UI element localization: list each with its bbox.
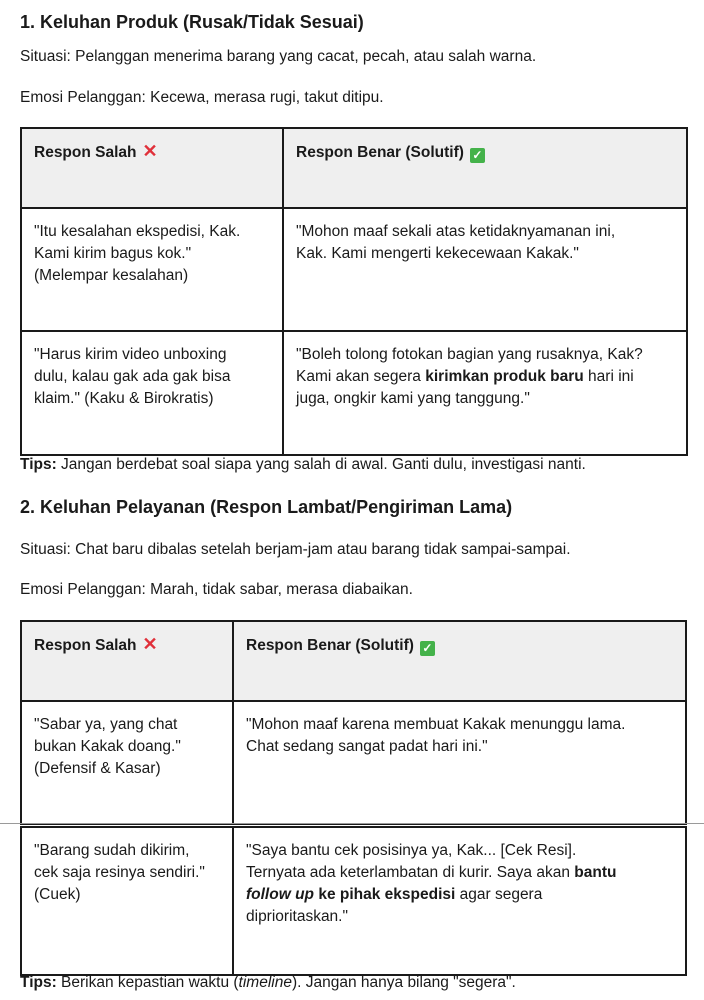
- text-line: klaim." (Kaku & Birokratis): [34, 390, 214, 407]
- wrong-response-cell: [21, 701, 233, 824]
- tips-italic: timeline: [238, 974, 292, 991]
- text-line: "Sabar ya, yang chat: [34, 716, 178, 733]
- bold-phrase: kirimkan produk baru: [425, 368, 584, 385]
- wrong-response-cell: [21, 827, 233, 975]
- text-line: diprioritaskan.": [246, 908, 348, 925]
- section-2-table-part-1: [20, 620, 687, 825]
- tips-label: Tips:: [20, 974, 57, 991]
- text-line: hari ini: [583, 368, 634, 385]
- text-line: Ternyata ada keterlambatan di kurir. Saya akan: [246, 864, 575, 881]
- text-line: juga, ongkir kami yang tanggung.": [296, 390, 530, 407]
- text-line: "Itu kesalahan ekspedisi, Kak.: [34, 223, 241, 240]
- section-2-table-part-2: [20, 826, 687, 976]
- text-line: "Boleh tolong fotokan bagian yang rusaknya, Kak?: [296, 346, 643, 363]
- table-row: [21, 701, 686, 824]
- section-1-emotion: Emosi Pelanggan: Kecewa, merasa rugi, takut ditipu.: [20, 89, 384, 106]
- text-line: bukan Kakak doang.": [34, 738, 181, 755]
- text-line: Kami kirim bagus kok.": [34, 245, 192, 262]
- text-line: cek saja resinya sendiri.": [34, 864, 205, 881]
- right-response-cell: [283, 208, 687, 331]
- tips-text: Berikan kepastian waktu (: [56, 974, 239, 991]
- section-2-emotion: Emosi Pelanggan: Marah, tidak sabar, merasa diabaikan.: [20, 581, 413, 598]
- text-line: Chat sedang sangat padat hari ini.": [246, 738, 488, 755]
- table-header-row: [21, 621, 686, 701]
- section-2-tips: [20, 974, 516, 992]
- text-line: dulu, kalau gak ada gak bisa: [34, 368, 231, 385]
- tips-text: ). Jangan hanya bilang "segera".: [291, 974, 516, 991]
- text-line: "Harus kirim video unboxing: [34, 346, 227, 363]
- header-wrong-label: Respon Salah: [34, 637, 137, 654]
- table-row: [21, 208, 687, 331]
- section-1-tips: [20, 456, 586, 474]
- section-2-title: 2. Keluhan Pelayanan (Respon Lambat/Pengiriman Lama): [20, 497, 513, 517]
- header-wrong-cell: [21, 621, 233, 701]
- tips-label: Tips:: [20, 456, 57, 473]
- section-1-table: [20, 127, 688, 456]
- check-box-icon: ✓: [470, 148, 485, 163]
- section-1-title: 1. Keluhan Produk (Rusak/Tidak Sesuai): [20, 12, 364, 32]
- bold-phrase: ke pihak ekspedisi: [314, 886, 456, 903]
- bold-italic-phrase: follow up: [246, 886, 315, 903]
- table-header-row: [21, 128, 687, 208]
- header-wrong-cell: [21, 128, 283, 208]
- header-right-label: Respon Benar (Solutif): [246, 637, 414, 654]
- text-line: "Saya bantu cek posisinya ya, Kak... [Cek Resi].: [246, 842, 577, 859]
- text-line: (Cuek): [34, 886, 81, 903]
- text-line: (Defensif & Kasar): [34, 760, 161, 777]
- page-break-divider: [0, 823, 704, 824]
- section-1-situation: Situasi: Pelanggan menerima barang yang cacat, pecah, atau salah warna.: [20, 48, 537, 65]
- cross-mark-icon: ✕: [142, 634, 158, 654]
- wrong-response-cell: [21, 208, 283, 331]
- header-wrong-label: Respon Salah: [34, 144, 137, 161]
- right-response-cell: [233, 701, 686, 824]
- tips-text: Jangan berdebat soal siapa yang salah di awal. Ganti dulu, investigasi nanti.: [56, 456, 586, 473]
- right-response-cell: [283, 331, 687, 455]
- header-right-cell: [283, 128, 687, 208]
- section-2-situation: Situasi: Chat baru dibalas setelah berjam-jam atau barang tidak sampai-sampai.: [20, 541, 571, 558]
- text-line: (Melempar kesalahan): [34, 267, 189, 284]
- text-line: Kak. Kami mengerti kekecewaan Kakak.": [296, 245, 579, 262]
- bold-phrase: bantu: [574, 864, 617, 881]
- text-line: Kami akan segera: [296, 368, 426, 385]
- cross-mark-icon: ✕: [142, 141, 158, 161]
- text-line: agar segera: [455, 886, 543, 903]
- text-line: "Mohon maaf sekali atas ketidaknyamanan ini,: [296, 223, 616, 240]
- check-box-icon: ✓: [420, 641, 435, 656]
- right-response-cell: [233, 827, 686, 975]
- text-line: "Mohon maaf karena membuat Kakak menunggu lama.: [246, 716, 626, 733]
- header-right-label: Respon Benar (Solutif): [296, 144, 464, 161]
- text-line: "Barang sudah dikirim,: [34, 842, 190, 859]
- wrong-response-cell: [21, 331, 283, 455]
- table-row: [21, 331, 687, 455]
- table-row: [21, 827, 686, 975]
- header-right-cell: [233, 621, 686, 701]
